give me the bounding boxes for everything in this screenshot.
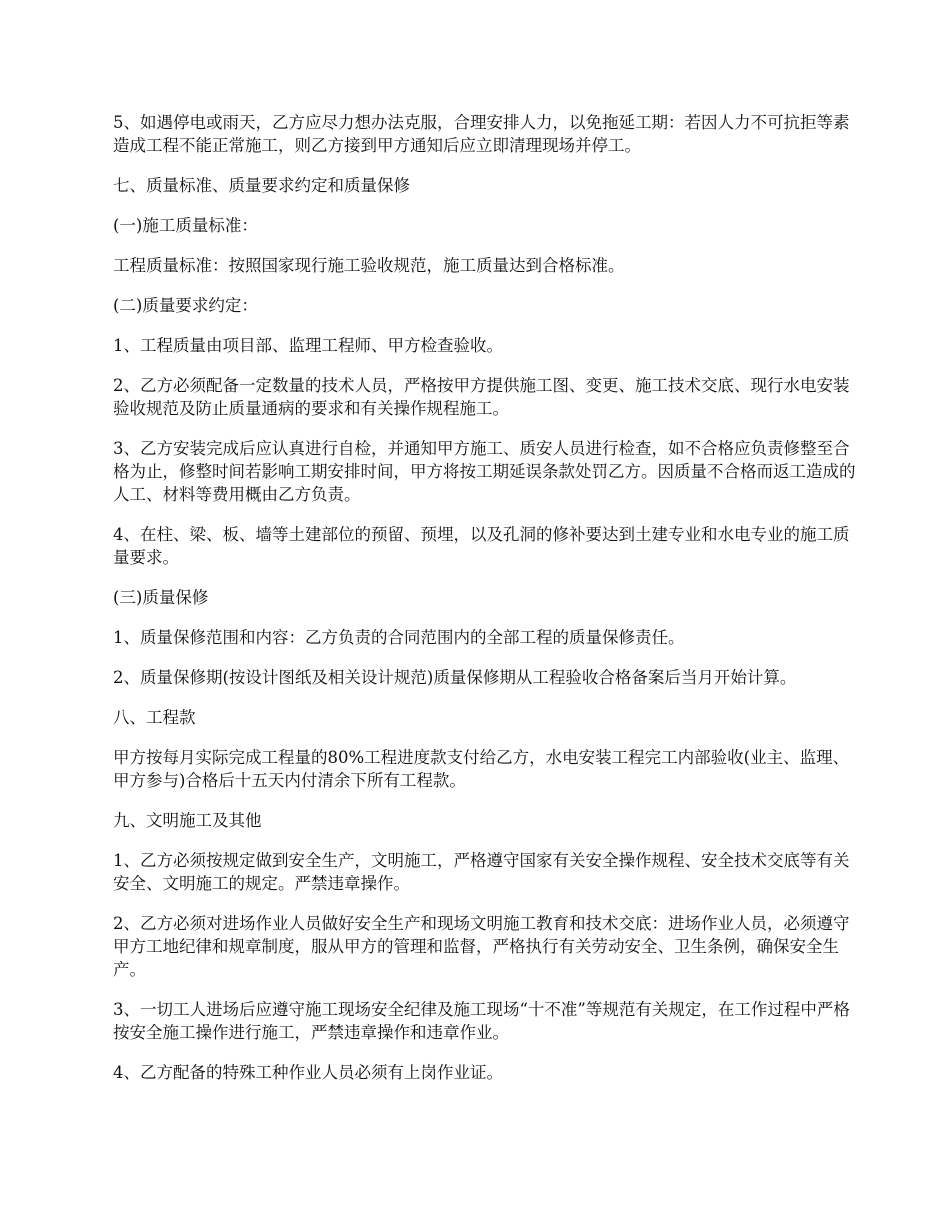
paragraph-clause-5-outage: 5、如遇停电或雨天，乙方应尽力想办法克服，合理安排人力，以免拖延工期：若因人力不可抗拒等素造成工程不能正常施工，则乙方接到甲方通知后应立即清理现场并停工。 (113, 113, 850, 155)
paragraph-warranty-1: 1、质量保修范围和内容：乙方负责的合同范围内的全部工程的质量保修责任。 (113, 628, 685, 647)
paragraph-requirement-1: 1、工程质量由项目部、监理工程师、甲方检查验收。 (113, 336, 503, 355)
section-heading-quality: 七、质量标准、质量要求约定和质量保修 (113, 176, 410, 195)
paragraph-requirement-3: 3、乙方安装完成后应认真进行自检，并通知甲方施工、质安人员进行检查，如不合格应负责修整至合格为止，修整时间若影响工期安排时间，甲方将按工期延误条款处罚乙方。因质量不合格而返工造成的人工、材料等费用概由乙方负责。 (113, 439, 856, 504)
paragraph-safety-4: 4、乙方配备的特殊工种作业人员必须有上岗作业证。 (113, 1063, 503, 1082)
paragraph-safety-1: 1、乙方必须按规定做到安全生产，文明施工，严格遵守国家有关安全操作规程、安全技术交底等有关安全、文明施工的规定。严禁违章操作。 (113, 851, 850, 893)
section-heading-civilized-construction: 九、文明施工及其他 (113, 811, 262, 830)
paragraph-warranty-2: 2、质量保修期(按设计图纸及相关设计规范)质量保修期从工程验收合格备案后当月开始计算。 (113, 668, 797, 687)
paragraph-payment-terms: 甲方按每月实际完成工程量的80%工程进度款支付给乙方，水电安装工程完工内部验收(业主、监理、甲方参与)合格后十五天内付清余下所有工程款。 (113, 748, 850, 790)
paragraph-safety-3: 3、一切工人进场后应遵守施工现场安全纪律及施工现场“十不准”等规范有关规定，在工作过程中严格按安全施工操作进行施工，严禁违章操作和违章作业。 (113, 1000, 850, 1042)
subheading-quality-warranty: (三)质量保修 (113, 588, 209, 607)
paragraph-requirement-2: 2、乙方必须配备一定数量的技术人员，严格按甲方提供施工图、变更、施工技术交底、现行水电安装验收规范及防止质量通病的要求和有关操作规程施工。 (113, 376, 850, 418)
paragraph-quality-standard: 工程质量标准：按照国家现行施工验收规范，施工质量达到合格标准。 (113, 256, 625, 275)
document-body (113, 111, 858, 1101)
paragraph-requirement-4: 4、在柱、梁、板、墙等土建部位的预留、预埋，以及孔洞的修补要达到土建专业和水电专业的施工质量要求。 (113, 525, 850, 567)
paragraph-safety-2: 2、乙方必须对进场作业人员做好安全生产和现场文明施工教育和技术交底：进场作业人员，必须遵守甲方工地纪律和规章制度，服从甲方的管理和监督，严格执行有关劳动安全、卫生条例，确保安全生产。 (113, 914, 850, 979)
subheading-quality-requirements: (二)质量要求约定： (113, 296, 258, 315)
subheading-quality-standard: (一)施工质量标准： (113, 216, 258, 235)
section-heading-payment: 八、工程款 (113, 708, 196, 727)
